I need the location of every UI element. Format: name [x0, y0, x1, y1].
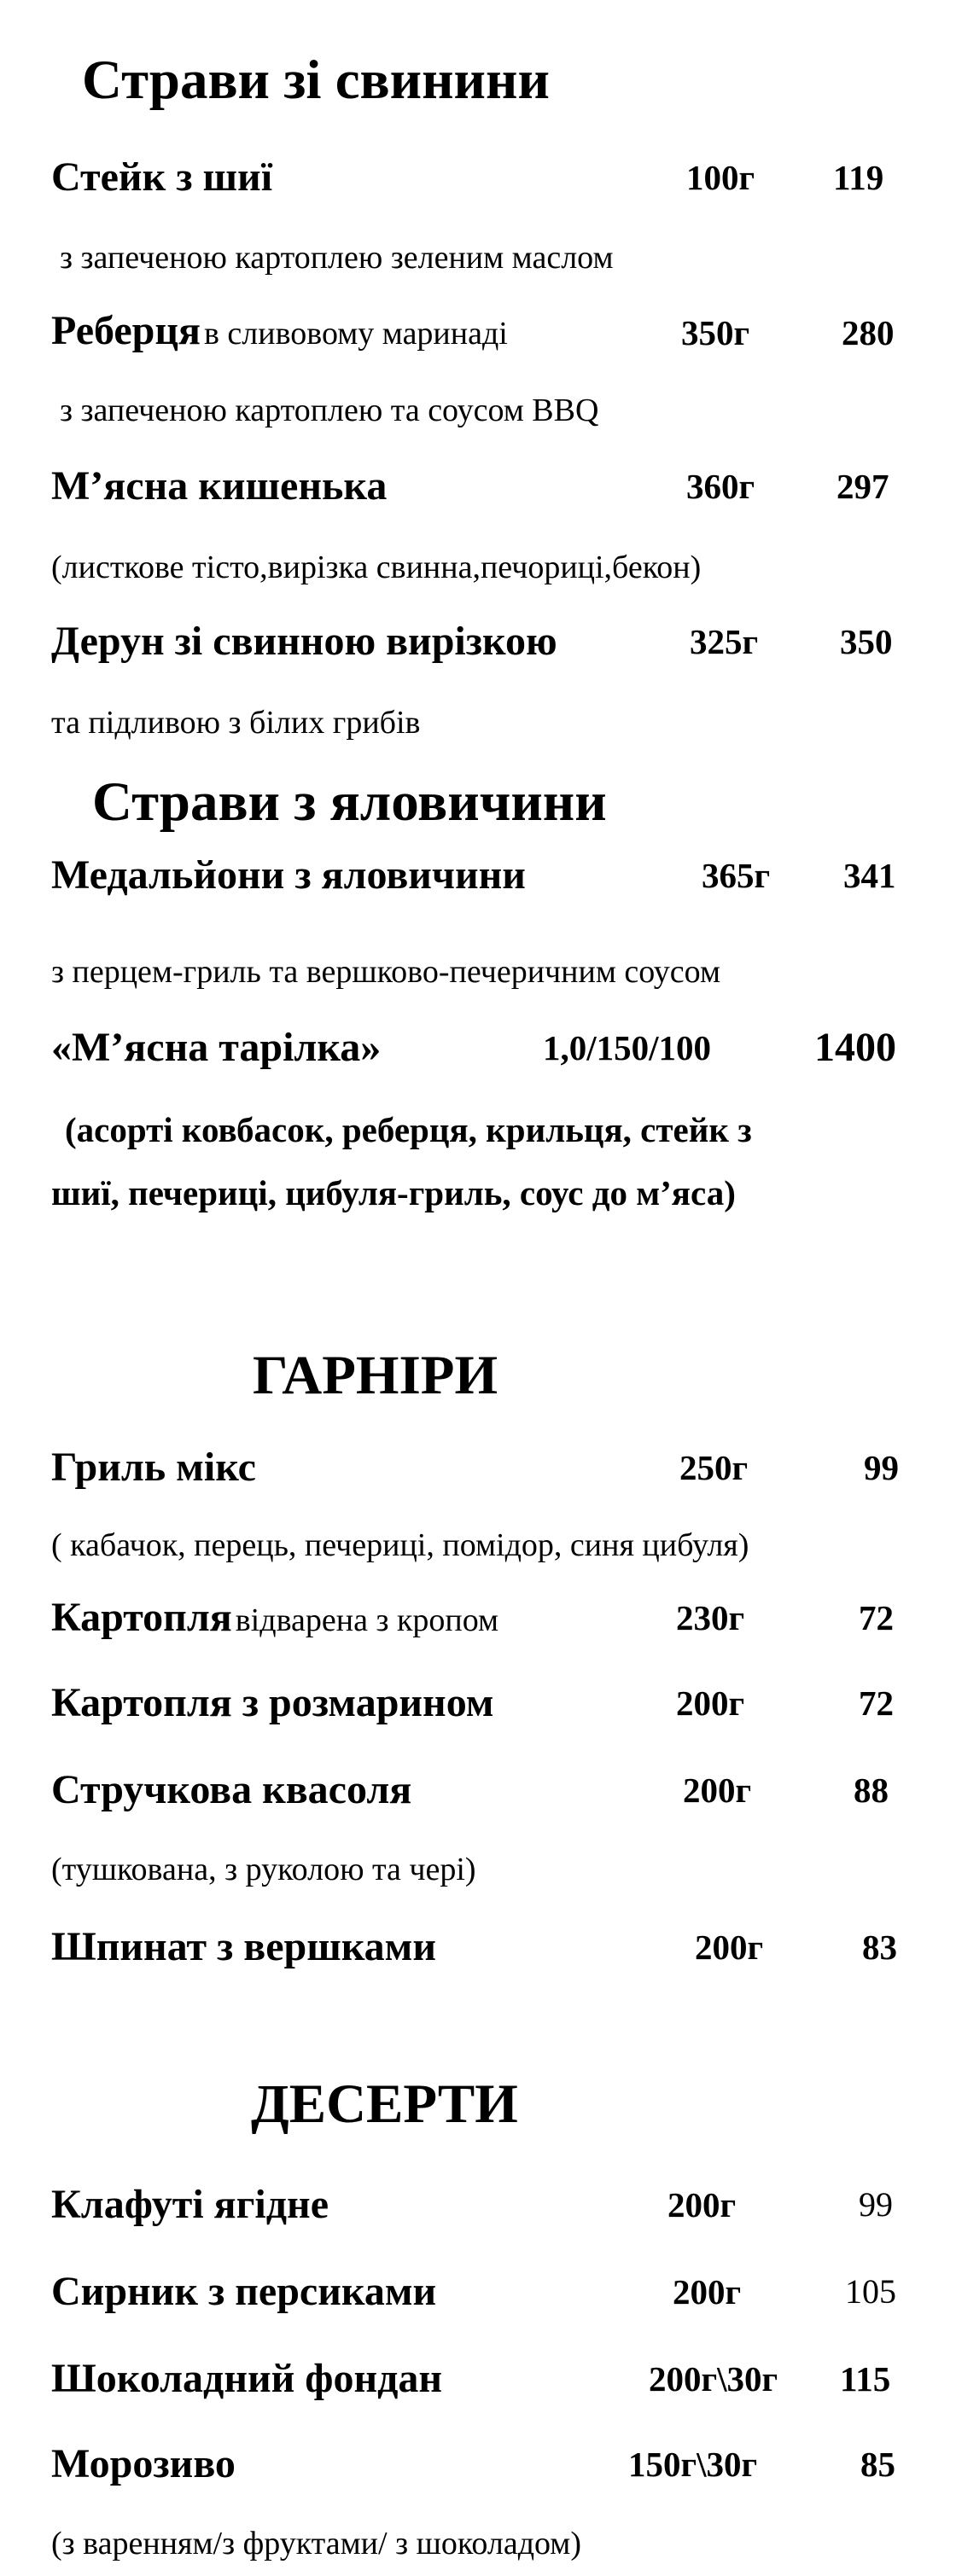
- item-desc-medallions: з перцем-гриль та вершково-печеричним соусом: [51, 954, 720, 990]
- item-weight-grill-mix: 250г: [679, 1448, 749, 1487]
- item-weight-pork-steak: 100г: [686, 158, 755, 197]
- item-desc-ribs: з запеченою картоплею та соусом BBQ: [60, 393, 599, 428]
- item-name-medallions: Медальйони з яловичини: [51, 852, 526, 898]
- item-desc-deruny: та підливою з білих грибів: [51, 705, 421, 741]
- item-price-grill-mix: 99: [864, 1448, 899, 1487]
- item-price-meat-plate: 1400: [814, 1025, 896, 1070]
- item-weight-boiled-potato: 230г: [676, 1598, 745, 1637]
- section-title-desserts: ДЕСЕРТИ: [251, 2073, 518, 2135]
- item-name-deruny: Дерун зі свинною вирізкою: [51, 619, 557, 664]
- item-name-boiled-potato: [51, 1597, 498, 1638]
- item-price-medallions: 341: [843, 856, 896, 895]
- item-name-ribs-main: Реберця: [51, 308, 201, 353]
- item-desc-meat-plate-line2: шиї, печериці, цибуля-гриль, соус до м’яса): [51, 1173, 736, 1212]
- item-price-meat-pocket: 297: [836, 467, 889, 506]
- item-name-green-beans: Стручкова квасоля: [51, 1767, 412, 1812]
- item-desc-meat-plate-line1: (асорті ковбасок, реберця, крильця, стейк з: [65, 1110, 752, 1149]
- item-price-syrnyk: 105: [845, 2272, 896, 2311]
- item-desc-meat-pocket: (листкове тісто,вирізка свинна,печориці,бекон): [51, 550, 702, 585]
- item-price-boiled-potato: 72: [859, 1598, 894, 1637]
- item-price-spinach: 83: [862, 1928, 897, 1967]
- item-price-pork-steak: 119: [833, 158, 884, 197]
- item-price-rosemary-potato: 72: [859, 1683, 894, 1723]
- item-name-grill-mix: Гриль мікс: [51, 1445, 256, 1490]
- section-title-sides: ГАРНІРИ: [253, 1345, 498, 1406]
- item-weight-meat-pocket: 360г: [686, 467, 755, 506]
- item-price-deruny: 350: [840, 622, 893, 661]
- item-desc-pork-steak: з запеченою картоплею зеленим маслом: [60, 240, 614, 276]
- item-weight-medallions: 365г: [702, 856, 771, 895]
- item-weight-ribs: 350г: [681, 313, 750, 352]
- item-name-ribs-extra: в сливовому маринаді: [203, 316, 508, 352]
- item-weight-syrnyk: 200г: [673, 2272, 742, 2311]
- item-desc-grill-mix: ( кабачок, перець, печериці, помідор, синя цибуля): [51, 1527, 749, 1563]
- item-weight-fondant: 200г\30г: [649, 2359, 778, 2399]
- item-name-meat-pocket: М’ясна кишенька: [51, 463, 388, 509]
- item-name-boiled-potato-main: Картопля: [51, 1595, 232, 1640]
- item-weight-clafoutis: 200г: [667, 2185, 737, 2224]
- item-desc-ice-cream: (з варенням/з фруктами/ з шоколадом): [51, 2526, 582, 2561]
- item-name-pork-steak: Стейк з шиї: [51, 154, 273, 200]
- item-weight-ice-cream: 150г\30г: [628, 2445, 758, 2484]
- item-name-meat-plate: «М’ясна тарілка»: [51, 1025, 382, 1070]
- item-weight-green-beans: 200г: [683, 1771, 752, 1810]
- item-name-rosemary-potato: Картопля з розмарином: [51, 1680, 494, 1725]
- item-name-clafoutis: Клафуті ягідне: [51, 2182, 329, 2227]
- item-price-ribs: 280: [842, 313, 895, 352]
- item-price-fondant: 115: [840, 2359, 891, 2399]
- item-name-ribs: [51, 308, 508, 353]
- item-weight-meat-plate: 1,0/150/100: [543, 1028, 712, 1067]
- item-name-boiled-potato-extra: відварена з кропом: [235, 1602, 499, 1638]
- item-desc-green-beans: (тушкована, з руколою та чері): [51, 1852, 476, 1887]
- item-name-ice-cream: Морозиво: [51, 2441, 236, 2486]
- section-title-pork: Страви зі свинини: [82, 49, 550, 111]
- item-weight-spinach: 200г: [695, 1928, 764, 1967]
- item-price-clafoutis: 99: [859, 2185, 893, 2224]
- item-name-syrnyk: Сирник з персиками: [51, 2269, 437, 2314]
- item-name-fondant: Шоколадний фондан: [51, 2356, 443, 2401]
- item-price-ice-cream: 85: [860, 2445, 895, 2484]
- section-title-beef: Страви з яловичини: [92, 771, 607, 833]
- item-weight-rosemary-potato: 200г: [676, 1683, 745, 1723]
- item-price-green-beans: 88: [854, 1771, 889, 1810]
- item-weight-deruny: 325г: [690, 622, 759, 661]
- item-name-spinach: Шпинат з вершками: [51, 1924, 437, 1969]
